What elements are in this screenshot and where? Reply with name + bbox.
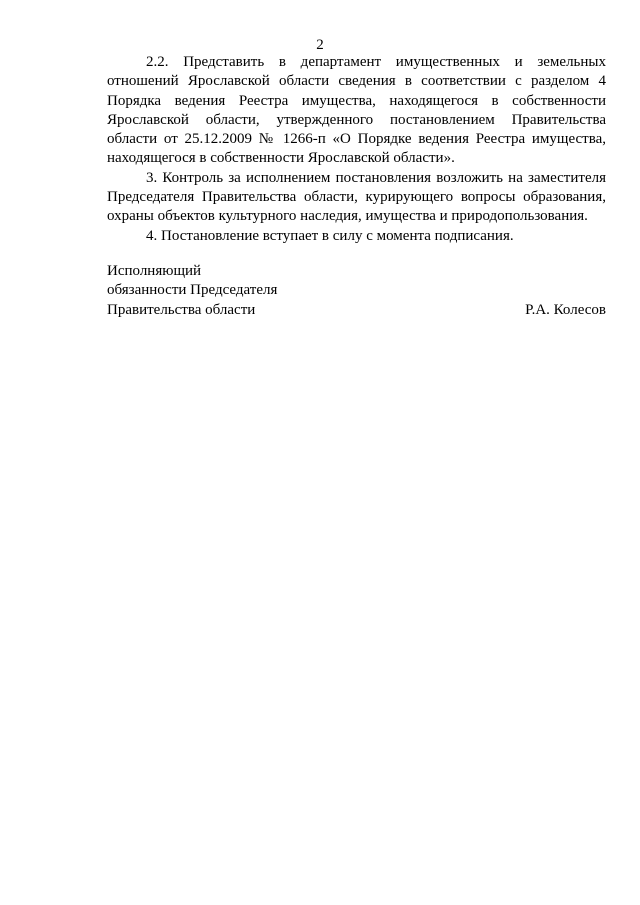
signatory-name: Р.А. Колесов	[525, 301, 606, 318]
paragraph-4: 4. Постановление вступает в силу с момента подписания.	[146, 227, 514, 244]
signatory-row	[107, 301, 606, 320]
signatory-title-line-3: Правительства области	[107, 301, 256, 318]
document-body	[107, 53, 606, 246]
paragraph-2-2: 2.2. Представить в департамент имущественных и земельных отношений Ярославской области сведения в соответствии с разделом 4 Порядка ведения Реестра имущества, находящегося в собственности Ярославской области, утвержденного постановлением Правительства области от 25.12.2009 № 1266-п «О Порядке ведения Реестра имущества, находящегося в собственности Ярославской области».	[107, 54, 606, 167]
signatory-title-line-1: Исполняющий	[107, 263, 202, 279]
page-number: 2	[316, 37, 324, 53]
signature-block	[107, 262, 606, 320]
paragraph-3: 3. Контроль за исполнением постановления возложить на заместителя Председателя Правительства области, курирующего вопросы образования, охраны объектов культурного наследия, имущества и природопользования.	[107, 169, 606, 225]
signatory-title-line-2: обязанности Председателя	[107, 282, 278, 299]
